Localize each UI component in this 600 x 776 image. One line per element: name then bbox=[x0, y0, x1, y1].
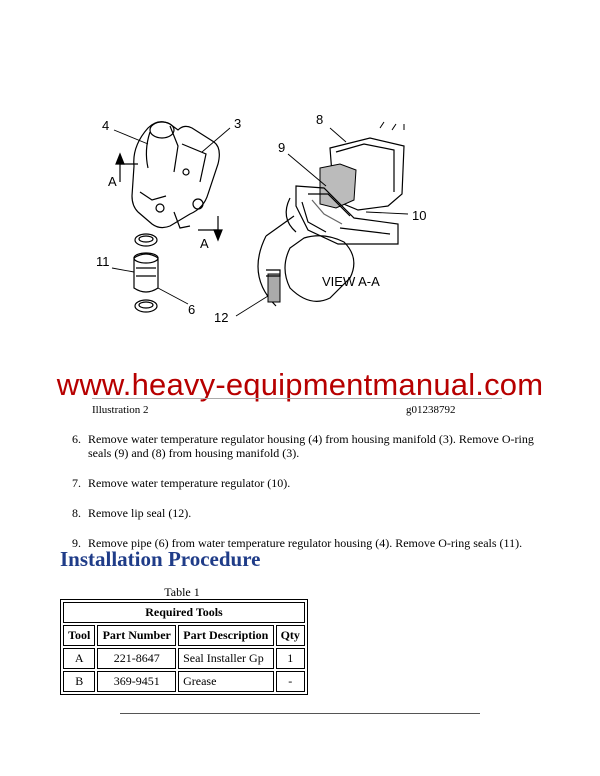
table-row bbox=[63, 648, 305, 669]
step-item bbox=[72, 432, 552, 460]
regulator-housing-drawing bbox=[132, 122, 219, 228]
watermark-url: www.heavy-equipmentmanual.com bbox=[56, 367, 544, 402]
column-header: Tool bbox=[63, 625, 95, 646]
callout-10: 10 bbox=[412, 208, 427, 223]
table-cell: A bbox=[63, 648, 95, 669]
table-row bbox=[63, 671, 305, 692]
callout-9: 9 bbox=[278, 140, 286, 155]
table-cell: - bbox=[276, 671, 306, 692]
caption-divider bbox=[92, 398, 502, 399]
step-number: 7. bbox=[72, 476, 81, 490]
step-text: Remove lip seal (12). bbox=[88, 506, 192, 520]
table-cell: 221-8647 bbox=[97, 648, 176, 669]
illustration-id: g01238792 bbox=[406, 404, 456, 416]
page-divider bbox=[120, 713, 480, 714]
callout-8: 8 bbox=[316, 112, 324, 127]
step-number: 9. bbox=[72, 536, 81, 550]
view-a-a-label: VIEW A-A bbox=[322, 274, 380, 289]
table-cell: 369-9451 bbox=[97, 671, 176, 692]
callout-11: 11 bbox=[96, 254, 110, 269]
step-text: Remove water temperature regulator housing (4) from housing manifold (3). Remove O-ring seals (9) and (8) from housing manifold (3). bbox=[88, 432, 534, 460]
section-label-a-bottom: A bbox=[200, 236, 209, 251]
exploded-view-illustration bbox=[90, 108, 450, 330]
column-header: Qty bbox=[276, 625, 306, 646]
procedure-steps bbox=[72, 432, 552, 566]
section-heading: Installation Procedure bbox=[60, 547, 261, 571]
illustration-caption: Illustration 2 bbox=[92, 404, 149, 416]
table-cell: B bbox=[63, 671, 95, 692]
table-title: Required Tools bbox=[63, 602, 305, 623]
callout-6: 6 bbox=[188, 302, 196, 317]
callout-12: 12 bbox=[214, 310, 229, 325]
column-header: Part Number bbox=[97, 625, 176, 646]
callout-3: 3 bbox=[234, 116, 242, 131]
step-text: Remove water temperature regulator (10). bbox=[88, 476, 291, 490]
step-number: 8. bbox=[72, 506, 81, 520]
step-number: 6. bbox=[72, 432, 81, 446]
required-tools-table bbox=[60, 599, 308, 695]
column-header: Part Description bbox=[178, 625, 273, 646]
callout-4: 4 bbox=[102, 118, 110, 133]
step-item bbox=[72, 476, 552, 490]
table-cell: Grease bbox=[178, 671, 273, 692]
step-item bbox=[72, 506, 552, 520]
step-text: Remove pipe (6) from water temperature regulator housing (4). Remove O-ring seals (11). bbox=[88, 536, 523, 550]
table-caption: Table 1 bbox=[164, 585, 200, 599]
section-label-a-top: A bbox=[108, 174, 117, 189]
table-cell: 1 bbox=[276, 648, 306, 669]
table-cell: Seal Installer Gp bbox=[178, 648, 273, 669]
